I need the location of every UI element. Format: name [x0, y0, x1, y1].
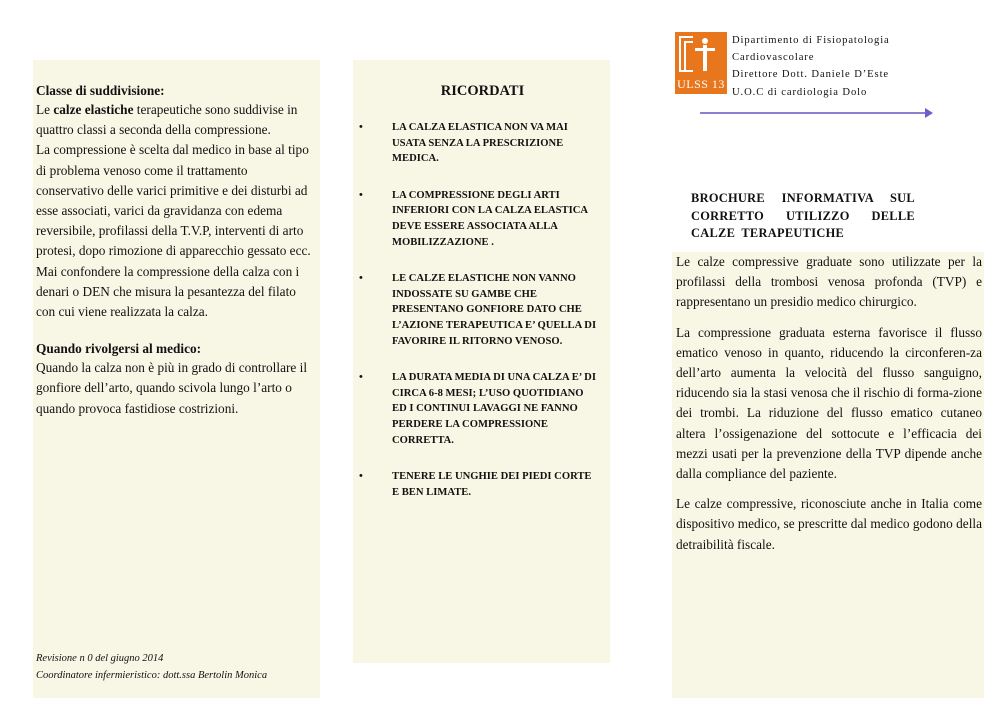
classification-intro: Le calze elastiche terapeutiche sono suddivise in quattro classi a seconda della compressione. [36, 102, 298, 138]
info-paragraph: Le calze compressive, riconosciute anche in Italia come dispositivo medico, se prescritte dal medico godono della detraibilità fiscale. [676, 496, 982, 552]
reminder-list [359, 120, 598, 500]
brochure-title: BROCHURE INFORMATIVA SUL CORRETTO UTILIZZO DELLE CALZE TERAPEUTICHE [691, 191, 915, 241]
bullet-icon: • [359, 272, 363, 285]
section-title-classification: Classe di suddivisione: [36, 83, 165, 98]
director-line: Direttore Dott. Daniele D’Este [732, 69, 890, 81]
classification-paragraph-3: Mai confondere la compressione della calza con i denari o DEN che misura la pesantezza del filato con cui viene realizzata la calza. [36, 263, 300, 320]
department-line: Cardiovascolare [732, 52, 815, 64]
list-item: • LA DURATA MEDIA DI UNA CALZA E’ DI CIRCA 6-8 MESI; L’USO QUOTIDIANO ED I CONTINUI LAVAGGI NE FANNO PERDERE LA COMPRESSIONE CORRETTA. [359, 371, 596, 446]
bullet-icon: • [359, 188, 363, 201]
logo-frame-inner-icon [684, 41, 693, 72]
section-title-when-to-see-doctor: Quando rivolgersi al medico: [36, 341, 202, 357]
person-head-icon [702, 38, 708, 44]
middle-panel [353, 60, 610, 663]
info-paragraph: La compressione graduata esterna favorisce il flusso ematico venoso in quanto, riducendo la circonferen-za dell’arto aumenta la velocità del flusso sanguigno, riducendo sia la stasi venosa che il rischio di forma-zione dei trombi. La riduzione del flusso ematico cutaneo altera l’ossigenazione del sottocute e l’efficacia dei mezzi usati per la prevenzione della TVP dipende anche dalla compliance del paziente. [676, 324, 982, 482]
list-item: • LA COMPRESSIONE DEGLI ARTI INFERIORI CON LA CALZA ELASTICA DEVE ESSERE ASSOCIATA ALLA MOBILIZZAZIONE . [359, 188, 588, 248]
header-divider [700, 112, 928, 114]
revision-footer [36, 650, 267, 684]
list-item: • LA CALZA ELASTICA NON VA MAI USATA SENZA LA PRESCRIZIONE MEDICA. [359, 121, 568, 165]
revision-line: Revisione n 0 del giugno 2014 [36, 653, 164, 664]
bullet-icon: • [359, 470, 363, 483]
department-info [732, 32, 890, 101]
person-arms-icon [695, 48, 715, 51]
list-item: • LE CALZE ELASTICHE NON VANNO INDOSSATE SU GAMBE CHE PRESENTANO GONFIORE DATO CHE L’AZIONE TERAPEUTICA E’ QUELLA DI FAVORIRE IL RITORNO VENOSO. [359, 272, 597, 347]
list-item: • TENERE LE UNGHIE DEI PIEDI CORTE E BEN LIMATE. [359, 470, 592, 498]
right-panel [672, 252, 984, 698]
logo-label: ULSS 13 [677, 77, 725, 91]
arrow-right-icon [925, 108, 933, 118]
info-paragraph: Le calze compressive graduate sono utilizzate per la profilassi della trombosi venosa profonda (TVP) e rappresentano un presidio medico chirurgico. [676, 254, 982, 310]
coordinator-line: Coordinatore infermieristico: dott.ssa Bertolin Monica [36, 670, 268, 681]
reminder-title: RICORDATI [440, 83, 525, 99]
unit-line: U.O.C di cardiologia Dolo [732, 86, 868, 98]
bullet-icon: • [359, 121, 363, 133]
bullet-icon: • [359, 371, 363, 384]
classification-paragraph-2: La compressione è scelta dal medico in base al tipo di problema venoso come il trattamento conservativo delle varici primitive e dei disturbi ad esse associati, varici da gravidanza con edema reversibile, profilassi della T.V.P, interventi di arto protesi, dopo rimozione di apparecchio gessato ecc. [36, 142, 311, 259]
when-to-see-doctor-paragraph: Quando la calza non è più in grado di controllare il gonfiore dell’arto, quando scivola lungo l’arto o quando provoca fastidiose costrizioni. [36, 360, 308, 416]
ulss-logo [675, 32, 727, 94]
left-panel [33, 60, 320, 698]
department-line: Dipartimento di Fisiopatologia [732, 35, 890, 46]
